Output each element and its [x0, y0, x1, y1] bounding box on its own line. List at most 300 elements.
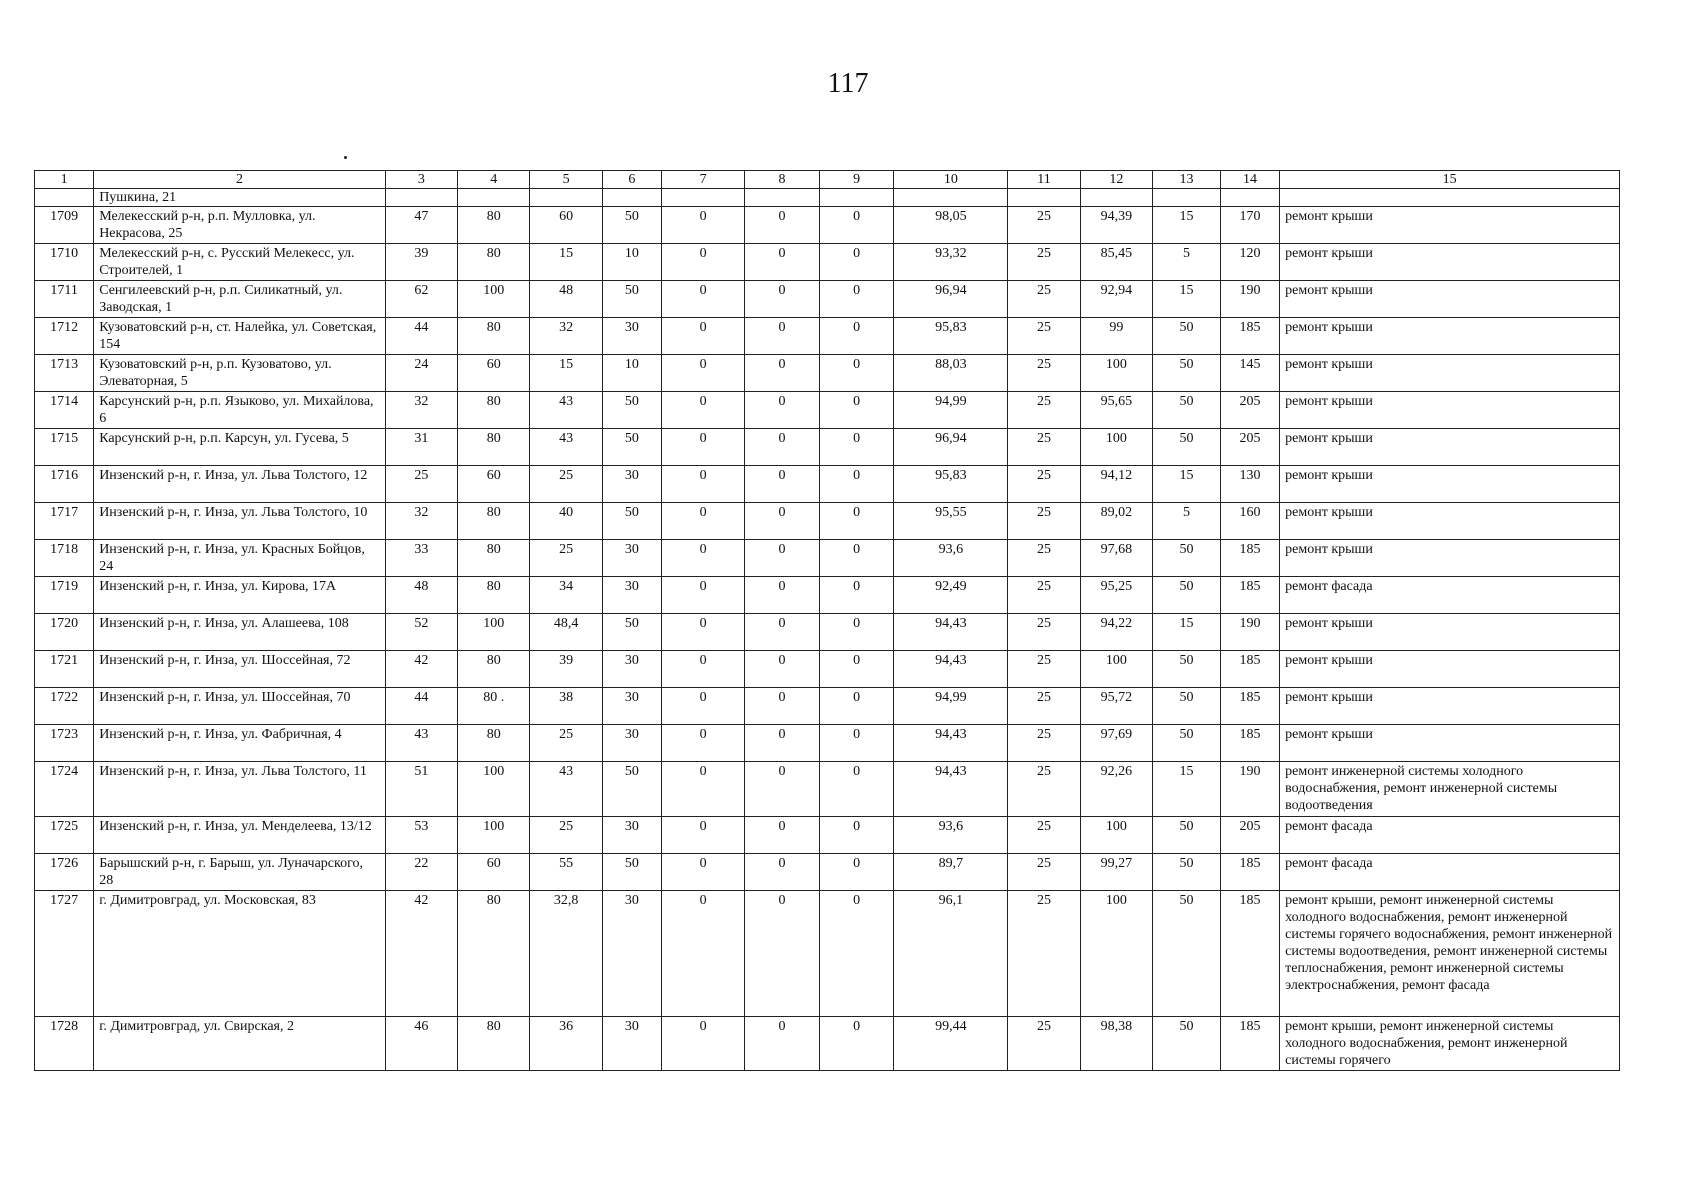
- value-cell-7: 0: [661, 688, 744, 725]
- value-cell-3: 31: [385, 429, 457, 466]
- address-cell: Карсунский р-н, р.п. Карсун, ул. Гусева, 5: [94, 429, 386, 466]
- value-cell-3: 53: [385, 817, 457, 854]
- value-cell-6: 10: [602, 244, 661, 281]
- value-cell-4: 80: [458, 244, 530, 281]
- row-number-cell: 1726: [35, 854, 94, 891]
- work-type-cell: ремонт фасада: [1280, 854, 1620, 891]
- table-row: [35, 854, 1620, 891]
- value-cell-12: 98,38: [1080, 1017, 1152, 1071]
- value-cell-10: 95,83: [894, 318, 1008, 355]
- row-number-cell: 1716: [35, 466, 94, 503]
- value-cell-12: 89,02: [1080, 503, 1152, 540]
- row-number-cell: 1715: [35, 429, 94, 466]
- empty-cell: [661, 189, 744, 207]
- value-cell-14: 145: [1220, 355, 1279, 392]
- table-row: [35, 891, 1620, 1017]
- value-cell-13: 15: [1153, 281, 1221, 318]
- value-cell-14: 185: [1220, 725, 1279, 762]
- address-cell: Инзенский р-н, г. Инза, ул. Шоссейная, 70: [94, 688, 386, 725]
- value-cell-5: 34: [530, 577, 602, 614]
- value-cell-11: 25: [1008, 854, 1080, 891]
- column-header: 2: [94, 171, 386, 189]
- value-cell-6: 50: [602, 392, 661, 429]
- value-cell-10: 89,7: [894, 854, 1008, 891]
- value-cell-5: 15: [530, 355, 602, 392]
- value-cell-4: 80: [458, 651, 530, 688]
- value-cell-13: 5: [1153, 244, 1221, 281]
- address-cell: Инзенский р-н, г. Инза, ул. Кирова, 17А: [94, 577, 386, 614]
- value-cell-14: 190: [1220, 281, 1279, 318]
- value-cell-4: 80: [458, 503, 530, 540]
- value-cell-9: 0: [819, 281, 894, 318]
- table-row: [35, 651, 1620, 688]
- value-cell-10: 88,03: [894, 355, 1008, 392]
- work-type-cell: ремонт фасада: [1280, 817, 1620, 854]
- value-cell-9: 0: [819, 651, 894, 688]
- value-cell-12: 94,22: [1080, 614, 1152, 651]
- value-cell-13: 50: [1153, 355, 1221, 392]
- value-cell-11: 25: [1008, 318, 1080, 355]
- value-cell-5: 43: [530, 429, 602, 466]
- work-type-cell: ремонт крыши: [1280, 244, 1620, 281]
- value-cell-4: 80: [458, 891, 530, 1017]
- value-cell-7: 0: [661, 577, 744, 614]
- value-cell-7: 0: [661, 614, 744, 651]
- value-cell-14: 185: [1220, 577, 1279, 614]
- value-cell-10: 94,99: [894, 688, 1008, 725]
- value-cell-13: 50: [1153, 688, 1221, 725]
- value-cell-13: 50: [1153, 429, 1221, 466]
- value-cell-11: 25: [1008, 891, 1080, 1017]
- column-header: 10: [894, 171, 1008, 189]
- value-cell-3: 51: [385, 762, 457, 817]
- column-header: 8: [745, 171, 820, 189]
- table-row: [35, 688, 1620, 725]
- value-cell-6: 10: [602, 355, 661, 392]
- value-cell-11: 25: [1008, 207, 1080, 244]
- value-cell-5: 25: [530, 466, 602, 503]
- work-type-cell: ремонт крыши: [1280, 429, 1620, 466]
- table-row: [35, 725, 1620, 762]
- value-cell-14: 170: [1220, 207, 1279, 244]
- value-cell-3: 24: [385, 355, 457, 392]
- empty-cell: [1080, 189, 1152, 207]
- value-cell-4: 80: [458, 318, 530, 355]
- value-cell-10: 93,6: [894, 540, 1008, 577]
- value-cell-3: 46: [385, 1017, 457, 1071]
- value-cell-8: 0: [745, 891, 820, 1017]
- value-cell-10: 94,43: [894, 725, 1008, 762]
- value-cell-3: 43: [385, 725, 457, 762]
- value-cell-8: 0: [745, 577, 820, 614]
- value-cell-14: 190: [1220, 614, 1279, 651]
- value-cell-12: 95,72: [1080, 688, 1152, 725]
- value-cell-6: 50: [602, 503, 661, 540]
- table-row: [35, 614, 1620, 651]
- work-type-cell: ремонт крыши: [1280, 540, 1620, 577]
- work-type-cell: ремонт крыши: [1280, 614, 1620, 651]
- value-cell-13: 15: [1153, 466, 1221, 503]
- column-header: 9: [819, 171, 894, 189]
- value-cell-8: 0: [745, 614, 820, 651]
- value-cell-8: 0: [745, 207, 820, 244]
- value-cell-14: 185: [1220, 540, 1279, 577]
- value-cell-4: 60: [458, 854, 530, 891]
- column-header: 12: [1080, 171, 1152, 189]
- value-cell-13: 50: [1153, 651, 1221, 688]
- row-number-cell: 1724: [35, 762, 94, 817]
- value-cell-13: 50: [1153, 725, 1221, 762]
- value-cell-14: 205: [1220, 429, 1279, 466]
- page-number: 117: [827, 68, 869, 99]
- value-cell-13: 50: [1153, 1017, 1221, 1071]
- work-type-cell: ремонт инженерной системы холодного водоснабжения, ремонт инженерной системы водоотведения: [1280, 762, 1620, 817]
- value-cell-5: 15: [530, 244, 602, 281]
- value-cell-14: 130: [1220, 466, 1279, 503]
- row-number-cell: 1710: [35, 244, 94, 281]
- value-cell-3: 32: [385, 392, 457, 429]
- value-cell-6: 30: [602, 688, 661, 725]
- address-cell: Инзенский р-н, г. Инза, ул. Льва Толстого, 10: [94, 503, 386, 540]
- value-cell-11: 25: [1008, 540, 1080, 577]
- row-number-cell: 1721: [35, 651, 94, 688]
- value-cell-11: 25: [1008, 817, 1080, 854]
- value-cell-11: 25: [1008, 688, 1080, 725]
- value-cell-6: 30: [602, 891, 661, 1017]
- row-number-cell: 1709: [35, 207, 94, 244]
- value-cell-10: 93,32: [894, 244, 1008, 281]
- value-cell-12: 97,69: [1080, 725, 1152, 762]
- empty-cell: [385, 189, 457, 207]
- value-cell-12: 92,94: [1080, 281, 1152, 318]
- work-type-cell: ремонт крыши: [1280, 688, 1620, 725]
- row-number-cell: 1725: [35, 817, 94, 854]
- value-cell-13: 15: [1153, 207, 1221, 244]
- column-header: 11: [1008, 171, 1080, 189]
- register-table: [34, 170, 1620, 1071]
- value-cell-4: 80: [458, 725, 530, 762]
- value-cell-7: 0: [661, 817, 744, 854]
- value-cell-7: 0: [661, 854, 744, 891]
- value-cell-12: 100: [1080, 891, 1152, 1017]
- work-type-cell: ремонт крыши: [1280, 725, 1620, 762]
- table-row: [35, 503, 1620, 540]
- column-header: 3: [385, 171, 457, 189]
- row-number-cell: 1728: [35, 1017, 94, 1071]
- value-cell-7: 0: [661, 244, 744, 281]
- value-cell-10: 96,94: [894, 281, 1008, 318]
- value-cell-3: 44: [385, 318, 457, 355]
- value-cell-13: 50: [1153, 891, 1221, 1017]
- empty-cell: [458, 189, 530, 207]
- column-number-row: [35, 171, 1620, 189]
- value-cell-3: 47: [385, 207, 457, 244]
- value-cell-8: 0: [745, 1017, 820, 1071]
- value-cell-7: 0: [661, 1017, 744, 1071]
- value-cell-11: 25: [1008, 1017, 1080, 1071]
- address-cell: Инзенский р-н, г. Инза, ул. Алашеева, 108: [94, 614, 386, 651]
- row-number-cell: 1714: [35, 392, 94, 429]
- value-cell-4: 80: [458, 577, 530, 614]
- value-cell-13: 15: [1153, 614, 1221, 651]
- value-cell-5: 25: [530, 725, 602, 762]
- value-cell-10: 98,05: [894, 207, 1008, 244]
- address-cell: г. Димитровград, ул. Московская, 83: [94, 891, 386, 1017]
- value-cell-13: 50: [1153, 318, 1221, 355]
- work-type-cell: ремонт крыши: [1280, 503, 1620, 540]
- value-cell-12: 95,65: [1080, 392, 1152, 429]
- value-cell-6: 30: [602, 1017, 661, 1071]
- value-cell-4: 60: [458, 466, 530, 503]
- value-cell-4: 80: [458, 540, 530, 577]
- address-cell: Сенгилеевский р-н, р.п. Силикатный, ул. Заводская, 1: [94, 281, 386, 318]
- value-cell-10: 93,6: [894, 817, 1008, 854]
- address-cell: г. Димитровград, ул. Свирская, 2: [94, 1017, 386, 1071]
- value-cell-9: 0: [819, 854, 894, 891]
- table-row: [35, 577, 1620, 614]
- empty-cell: [602, 189, 661, 207]
- value-cell-7: 0: [661, 207, 744, 244]
- value-cell-10: 95,55: [894, 503, 1008, 540]
- value-cell-10: 94,43: [894, 762, 1008, 817]
- value-cell-7: 0: [661, 651, 744, 688]
- value-cell-5: 43: [530, 392, 602, 429]
- value-cell-5: 48: [530, 281, 602, 318]
- continuation-address: Пушкина, 21: [94, 189, 386, 207]
- table-row: [35, 1017, 1620, 1071]
- value-cell-8: 0: [745, 281, 820, 318]
- value-cell-14: 185: [1220, 1017, 1279, 1071]
- value-cell-13: 50: [1153, 817, 1221, 854]
- value-cell-14: 120: [1220, 244, 1279, 281]
- value-cell-14: 185: [1220, 318, 1279, 355]
- column-header: 13: [1153, 171, 1221, 189]
- value-cell-8: 0: [745, 392, 820, 429]
- address-cell: Мелекесский р-н, р.п. Мулловка, ул. Некрасова, 25: [94, 207, 386, 244]
- value-cell-14: 185: [1220, 854, 1279, 891]
- value-cell-8: 0: [745, 503, 820, 540]
- value-cell-3: 44: [385, 688, 457, 725]
- empty-cell: [819, 189, 894, 207]
- value-cell-9: 0: [819, 891, 894, 1017]
- work-type-cell: ремонт фасада: [1280, 577, 1620, 614]
- value-cell-4: 100: [458, 817, 530, 854]
- value-cell-5: 25: [530, 540, 602, 577]
- column-header: 1: [35, 171, 94, 189]
- value-cell-7: 0: [661, 725, 744, 762]
- table-row: [35, 244, 1620, 281]
- value-cell-14: 205: [1220, 817, 1279, 854]
- value-cell-11: 25: [1008, 577, 1080, 614]
- value-cell-5: 38: [530, 688, 602, 725]
- work-type-cell: ремонт крыши: [1280, 318, 1620, 355]
- value-cell-10: 92,49: [894, 577, 1008, 614]
- value-cell-8: 0: [745, 817, 820, 854]
- stray-dot-mark: [344, 156, 347, 159]
- value-cell-11: 25: [1008, 429, 1080, 466]
- value-cell-6: 30: [602, 318, 661, 355]
- value-cell-4: 80: [458, 429, 530, 466]
- column-header: 4: [458, 171, 530, 189]
- value-cell-5: 32,8: [530, 891, 602, 1017]
- value-cell-9: 0: [819, 540, 894, 577]
- value-cell-13: 50: [1153, 392, 1221, 429]
- address-cell: Инзенский р-н, г. Инза, ул. Фабричная, 4: [94, 725, 386, 762]
- value-cell-3: 48: [385, 577, 457, 614]
- continuation-row: [35, 189, 1620, 207]
- value-cell-12: 99,27: [1080, 854, 1152, 891]
- column-header: 15: [1280, 171, 1620, 189]
- value-cell-9: 0: [819, 466, 894, 503]
- value-cell-9: 0: [819, 725, 894, 762]
- value-cell-6: 30: [602, 540, 661, 577]
- value-cell-10: 96,94: [894, 429, 1008, 466]
- table-row: [35, 466, 1620, 503]
- value-cell-7: 0: [661, 355, 744, 392]
- value-cell-6: 30: [602, 466, 661, 503]
- empty-cell: [894, 189, 1008, 207]
- value-cell-8: 0: [745, 762, 820, 817]
- value-cell-7: 0: [661, 281, 744, 318]
- value-cell-3: 62: [385, 281, 457, 318]
- value-cell-11: 25: [1008, 725, 1080, 762]
- value-cell-5: 55: [530, 854, 602, 891]
- value-cell-7: 0: [661, 318, 744, 355]
- table-row: [35, 540, 1620, 577]
- table-body: [35, 171, 1620, 1071]
- row-number-cell: 1727: [35, 891, 94, 1017]
- value-cell-8: 0: [745, 725, 820, 762]
- value-cell-6: 50: [602, 614, 661, 651]
- table-row: [35, 355, 1620, 392]
- value-cell-9: 0: [819, 688, 894, 725]
- value-cell-5: 48,4: [530, 614, 602, 651]
- value-cell-8: 0: [745, 854, 820, 891]
- value-cell-7: 0: [661, 540, 744, 577]
- value-cell-10: 94,99: [894, 392, 1008, 429]
- value-cell-13: 50: [1153, 854, 1221, 891]
- value-cell-5: 25: [530, 817, 602, 854]
- value-cell-12: 100: [1080, 817, 1152, 854]
- address-cell: Карсунский р-н, р.п. Языково, ул. Михайлова, 6: [94, 392, 386, 429]
- value-cell-14: 205: [1220, 392, 1279, 429]
- empty-cell: [1008, 189, 1080, 207]
- value-cell-14: 185: [1220, 688, 1279, 725]
- value-cell-12: 94,39: [1080, 207, 1152, 244]
- value-cell-6: 30: [602, 577, 661, 614]
- table-row: [35, 817, 1620, 854]
- value-cell-12: 92,26: [1080, 762, 1152, 817]
- address-cell: Кузоватовский р-н, р.п. Кузоватово, ул. Элеваторная, 5: [94, 355, 386, 392]
- value-cell-9: 0: [819, 244, 894, 281]
- value-cell-4: 80: [458, 392, 530, 429]
- value-cell-9: 0: [819, 577, 894, 614]
- value-cell-11: 25: [1008, 466, 1080, 503]
- value-cell-5: 32: [530, 318, 602, 355]
- value-cell-4: 80: [458, 1017, 530, 1071]
- value-cell-9: 0: [819, 207, 894, 244]
- work-type-cell: ремонт крыши, ремонт инженерной системы холодного водоснабжения, ремонт инженерной системы горячего водоснабжения, ремонт инженерной системы водоотведения, ремонт инженерной системы теплоснабжения, ремонт инженерной системы электроснабжения, ремонт фасада: [1280, 891, 1620, 1017]
- value-cell-6: 50: [602, 854, 661, 891]
- value-cell-12: 85,45: [1080, 244, 1152, 281]
- value-cell-8: 0: [745, 429, 820, 466]
- value-cell-9: 0: [819, 762, 894, 817]
- value-cell-3: 42: [385, 651, 457, 688]
- value-cell-13: 50: [1153, 540, 1221, 577]
- value-cell-5: 60: [530, 207, 602, 244]
- work-type-cell: ремонт крыши: [1280, 281, 1620, 318]
- work-type-cell: ремонт крыши: [1280, 466, 1620, 503]
- value-cell-12: 100: [1080, 651, 1152, 688]
- value-cell-7: 0: [661, 891, 744, 1017]
- value-cell-10: 99,44: [894, 1017, 1008, 1071]
- value-cell-12: 94,12: [1080, 466, 1152, 503]
- value-cell-7: 0: [661, 503, 744, 540]
- value-cell-4: 100: [458, 614, 530, 651]
- value-cell-9: 0: [819, 429, 894, 466]
- value-cell-9: 0: [819, 318, 894, 355]
- value-cell-8: 0: [745, 688, 820, 725]
- value-cell-9: 0: [819, 817, 894, 854]
- empty-cell: [745, 189, 820, 207]
- row-number-cell: 1722: [35, 688, 94, 725]
- address-cell: Инзенский р-н, г. Инза, ул. Шоссейная, 72: [94, 651, 386, 688]
- value-cell-13: 50: [1153, 577, 1221, 614]
- value-cell-7: 0: [661, 392, 744, 429]
- value-cell-12: 100: [1080, 355, 1152, 392]
- row-number-cell: 1718: [35, 540, 94, 577]
- empty-cell: [1220, 189, 1279, 207]
- value-cell-14: 160: [1220, 503, 1279, 540]
- value-cell-10: 95,83: [894, 466, 1008, 503]
- value-cell-4: 100: [458, 281, 530, 318]
- value-cell-6: 50: [602, 429, 661, 466]
- empty-cell: [1280, 189, 1620, 207]
- value-cell-9: 0: [819, 614, 894, 651]
- value-cell-5: 40: [530, 503, 602, 540]
- value-cell-12: 99: [1080, 318, 1152, 355]
- work-type-cell: ремонт крыши: [1280, 651, 1620, 688]
- value-cell-3: 39: [385, 244, 457, 281]
- value-cell-11: 25: [1008, 392, 1080, 429]
- value-cell-8: 0: [745, 540, 820, 577]
- table-row: [35, 762, 1620, 817]
- value-cell-9: 0: [819, 355, 894, 392]
- value-cell-7: 0: [661, 466, 744, 503]
- value-cell-11: 25: [1008, 281, 1080, 318]
- column-header: 5: [530, 171, 602, 189]
- work-type-cell: ремонт крыши: [1280, 392, 1620, 429]
- value-cell-9: 0: [819, 1017, 894, 1071]
- address-cell: Мелекесский р-н, с. Русский Мелекесс, ул. Строителей, 1: [94, 244, 386, 281]
- value-cell-14: 185: [1220, 891, 1279, 1017]
- value-cell-5: 36: [530, 1017, 602, 1071]
- value-cell-6: 30: [602, 651, 661, 688]
- value-cell-11: 25: [1008, 244, 1080, 281]
- value-cell-3: 33: [385, 540, 457, 577]
- value-cell-4: 80: [458, 207, 530, 244]
- value-cell-13: 15: [1153, 762, 1221, 817]
- value-cell-12: 100: [1080, 429, 1152, 466]
- row-number-cell: 1717: [35, 503, 94, 540]
- value-cell-10: 94,43: [894, 614, 1008, 651]
- value-cell-8: 0: [745, 355, 820, 392]
- value-cell-10: 94,43: [894, 651, 1008, 688]
- column-header: 6: [602, 171, 661, 189]
- value-cell-3: 52: [385, 614, 457, 651]
- value-cell-11: 25: [1008, 614, 1080, 651]
- value-cell-12: 95,25: [1080, 577, 1152, 614]
